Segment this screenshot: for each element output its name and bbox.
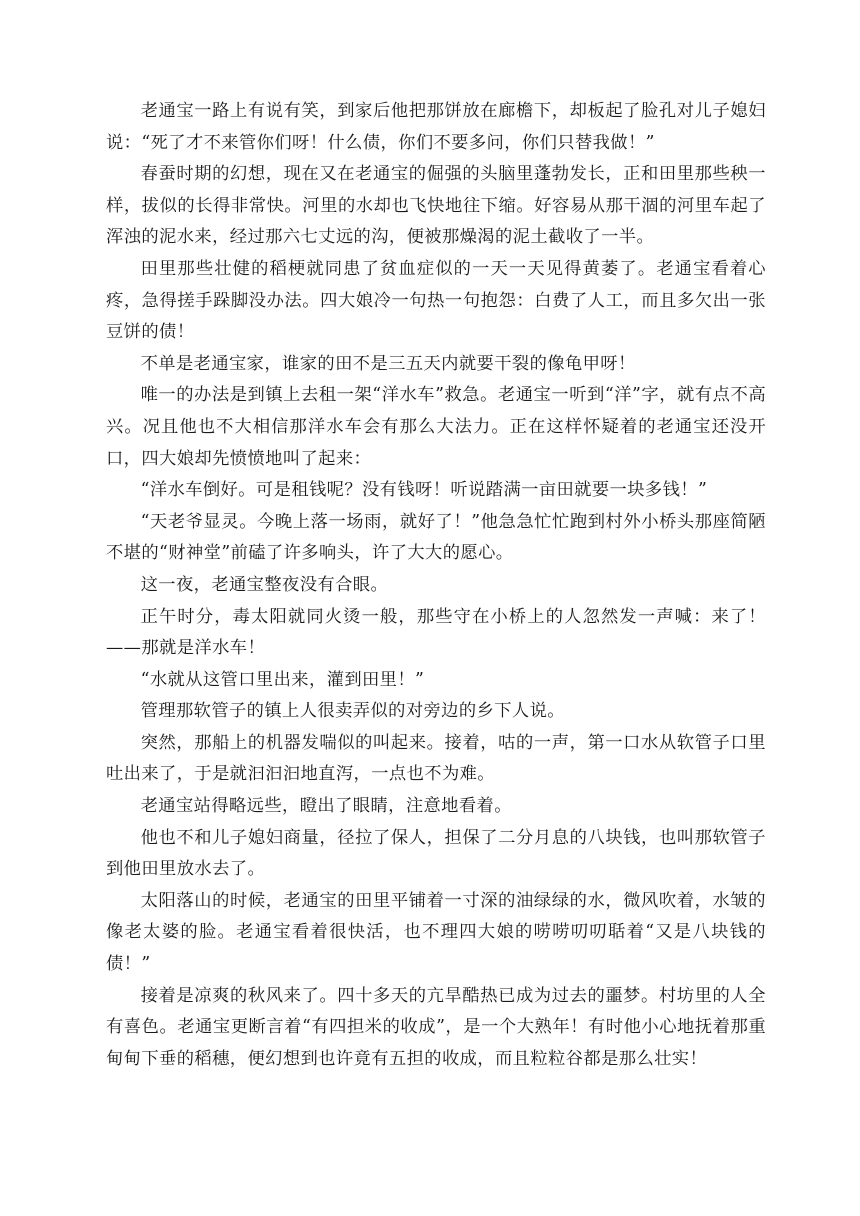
paragraph: 接着是凉爽的秋风来了。四十多天的亢旱酷热已成为过去的噩梦。村坊里的人全有喜色。老通宝更断言着“有四担米的收成”，是一个大熟年！有时他小心地抚着那重甸甸下垂的稻穗，便幻想到也许竟有五担的收成，而且粒粒谷都是那么壮实！ [106, 985, 766, 1069]
paragraph: 正午时分，毒太阳就同火烫一般，那些守在小桥上的人忽然发一声喊：来了！——那就是洋水车！ [106, 606, 766, 659]
paragraph: 太阳落山的时候，老通宝的田里平铺着一寸深的油绿绿的水，微风吹着，水皱的像老太婆的脸。老通宝看着很快活，也不理四大娘的唠唠叨叨聒着“又是八块钱的债！” [106, 890, 766, 975]
paragraph: 他也不和儿子媳妇商量，径拉了保人，担保了二分月息的八块钱，也叫那软管子到他田里放水去了。 [106, 827, 766, 880]
paragraph: 老通宝站得略远些，瞪出了眼睛，注意地看着。 [140, 796, 512, 817]
paragraph: 春蚕时期的幻想，现在又在老通宝的倔强的头脑里蓬勃发长，正和田里那些秧一样，拔似的长得非常快。河里的水却也飞快地往下缩。好容易从那干涸的河里车起了浑浊的泥水来，经过那六七丈远的沟，便被那燥渴的泥土截收了一半。 [106, 164, 766, 248]
paragraph: 不单是老通宝家，谁家的田不是三五天内就要干裂的像龟甲呀！ [140, 353, 636, 374]
paragraph: “水就从这管口里出来，灌到田里！” [140, 669, 425, 690]
paragraph: 唯一的办法是到镇上去租一架“洋水车”救急。老通宝一听到“洋”字，就有点不高兴。况且他也不大相信那洋水车会有那么大法力。正在这样怀疑着的老通宝还没开口，四大娘却先愤愤地叫了起来： [106, 385, 766, 469]
paragraph: 田里那些壮健的稻梗就同患了贫血症似的一天一天见得黄萎了。老通宝看着心疼，急得搓手跺脚没办法。四大娘冷一句热一句抱怨：白费了人工，而且多欠出一张豆饼的债！ [106, 258, 766, 343]
paragraph: 管理那软管子的镇上人很卖弄似的对旁边的乡下人说。 [140, 701, 565, 722]
paragraph: 这一夜，老通宝整夜没有合眼。 [140, 574, 389, 595]
paragraph: “天老爷显灵。今晚上落一场雨，就好了！”他急急忙忙跑到村外小桥头那座简陋不堪的“财神堂”前磕了许多响头，许了大大的愿心。 [106, 511, 766, 564]
paragraph: 突然，那船上的机器发喘似的叫起来。接着，咕的一声，第一口水从软管子口里吐出来了，于是就汩汩汩地直泻，一点也不为难。 [106, 732, 766, 785]
paragraph: “洋水车倒好。可是租钱呢？没有钱呀！听说踏满一亩田就要一块多钱！” [140, 480, 708, 501]
document-body [106, 96, 766, 1075]
paragraph: 老通宝一路上有说有笑，到家后他把那饼放在廊檐下，却板起了脸孔对儿子媳妇说：“死了才不来管你们呀！什么债，你们不要多问，你们只替我做！” [106, 101, 766, 153]
